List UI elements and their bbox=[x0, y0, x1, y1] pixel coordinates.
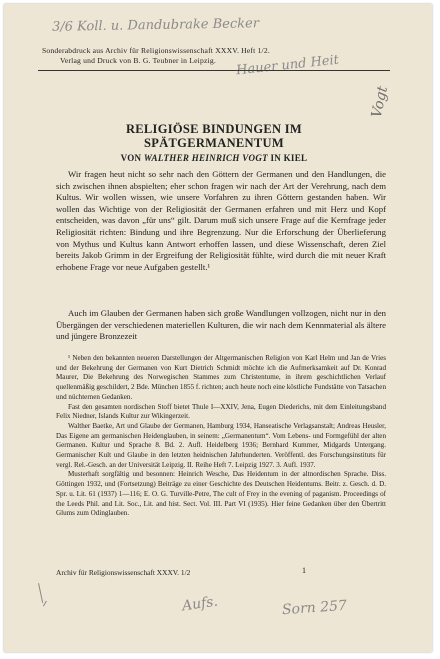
article-title-line1: RELIGIÖSE BINDUNGEN IM bbox=[125, 122, 303, 136]
handwritten-note-right: Hauer und Heit bbox=[235, 52, 340, 79]
author-name: WALTHER HEINRICH VOGT bbox=[143, 153, 268, 163]
byline-von: VON bbox=[120, 153, 142, 163]
handwritten-note-bottom-a: Aufs. bbox=[181, 593, 219, 615]
document-page bbox=[4, 4, 432, 652]
body-paragraph-2 bbox=[56, 308, 386, 343]
page-number: 1 bbox=[302, 566, 306, 575]
offprint-notice: Sonderabdruck aus Archiv für Religionswissenschaft XXXV. Heft 1/2. bbox=[42, 46, 270, 55]
header-rule bbox=[38, 70, 390, 71]
footnote: Fast den gesamten nordischen Stoff bietet Thule I—XXIV, Jena, Eugen Diederichs, mit dem Einleitungsband Felix Niedner, Islands Kultur zur Wikingerzeit. bbox=[56, 402, 386, 421]
author-byline bbox=[34, 153, 394, 163]
footnote: Walther Baetke, Art und Glaube der Germanen, Hamburg 1934, Hanseatische Verlagsanstalt; Andreas Heusler, Das Eigene am germanischen Heidenglauben, in seinem: „Germanentum“. Vom Lebens- und Formgefühl der alten Germanen. Kultur und Sprache 8. Bd. 2. Aufl. Heidelberg 1936; Bernhard Kummer, Midgards Untergang. Germanischer Kult und Glaube in den letzten heidnischen Jahrhunderten. Veröffentl. des Forschungsinstituts für vergl. Rel.-Gesch. an der Universität Leipzig. II. Reihe Heft 7. Leipzig 1927. 3. Aufl. 1937. bbox=[56, 421, 386, 469]
footnote: ¹ Neben den bekannten neueren Darstellungen der Altgermanischen Religion von Karl Helm und Jan de Vries und der Bekehrung der Germanen von Kurt Dietrich Schmidt möchte ich die Aufmerksamkeit auf Dr. Konrad Maurer, Die Bekehrung des Norwegischen Stammes zum Christentume, in ihrem geschichtlichen Verlauf quellenmäßig geschildert, 2 Bde. München 1855 f. richten; auch heute noch eine köstliche Fundstätte von Tatsachen und nüchternen Gedanken. bbox=[56, 354, 386, 401]
article-title-line2: SPÄTGERMANENTUM bbox=[144, 136, 284, 150]
author-place: IN KIEL bbox=[270, 153, 308, 163]
paragraph-text: Auch im Glauben der Germanen haben sich große Wandlungen vollzogen, nicht nur in den Übergängen der verschiedenen materiellen Kulturen, die wir nach dem Kennmaterial als ältere und jüngere Bronzezeit bbox=[56, 308, 386, 342]
footnote: Musterhaft sorgfältig und besonnen: Heinrich Wesche, Das Heidentum in der altnordischen Sprache. Diss. Göttingen 1932, und (Fortsetzung) Beiträge zu einer Geschichte des Deutschen Heidentums. Beitr. z. Gesch. d. D. Spr. u. Lit. 61 (1937) 1—116; E. O. G. Turville-Petre, The cult of Frey in the evening of paganism. Proceedings of the Leeds Phil. and Lit. Soc., Lit. and hist. Sect. Vol. III. Part VI (1935). Hier feine Gedanken über den Übertritt Glums zum Odinglauben. bbox=[56, 470, 386, 518]
handwritten-note-top: 3/6 Koll. u. Dandubrake Becker bbox=[51, 16, 260, 35]
body-paragraph-1 bbox=[56, 169, 386, 273]
handwritten-margin-name: Vogt bbox=[368, 84, 392, 120]
journal-footer: Archiv für Religionswissenschaft XXXV. 1/2 bbox=[56, 568, 191, 577]
handwritten-note-bottom-b: Sorn 257 bbox=[281, 597, 348, 619]
pencil-mark bbox=[43, 601, 52, 610]
publisher-line: Verlag und Druck von B. G. Teubner in Leipzig. bbox=[60, 56, 216, 65]
footnotes bbox=[56, 354, 386, 519]
paragraph-text: Wir fragen heut nicht so sehr nach den Göttern der Germanen und den Handlungen, die sich zwischen ihnen abspielten; eher schon fragen wir nach der Art der Verehrung, nach dem Kultus. Wir wollen wissen, wie unsere Vorfahren zu ihren Göttern gestanden haben. Wir wollen das Wichtige von der Religiosität der Germanen erfahren und mit Herz und Kopf entscheiden, was davon „für uns“ gilt. Darum muß sich unsere Frage auf die Kernfrage jeder Religiosität richten: Bindung und ihre Begrenzung. Nur die Erforschung der Überlieferung von Mythus und Kultus kann Antwort erhoffen lassen, und diese Wissenschaft, deren Ziel bereits Jakob Grimm in der Ergreifung der Religiosität fühlte, wird durch die mit neuer Kraft erhobene Frage vor neue Aufgaben gestellt.¹ bbox=[56, 169, 386, 272]
